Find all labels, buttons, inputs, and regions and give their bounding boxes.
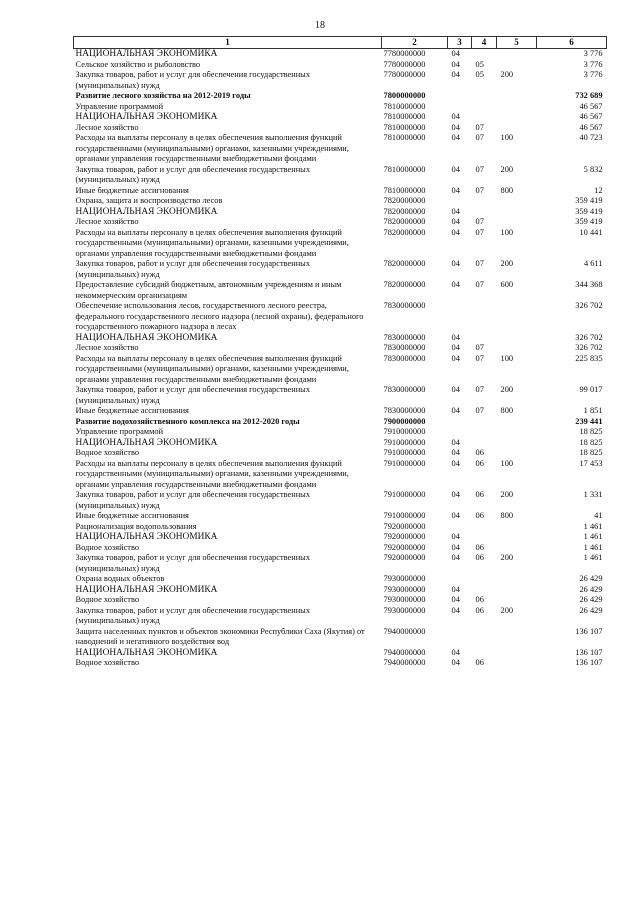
row-subsection-cell [472, 627, 497, 648]
row-amount-cell: 136 107 [575, 626, 603, 636]
row-expense-type-cell: 800 [500, 406, 514, 415]
row-subsection-cell [472, 574, 497, 585]
table-row [74, 585, 607, 596]
column-header-3: 3 [448, 37, 472, 49]
row-section-cell: 04 [451, 259, 460, 268]
row-amount-cell: 4 611 [583, 259, 603, 268]
row-amount-cell: 136 107 [575, 647, 603, 657]
table-body [74, 49, 607, 669]
row-section-cell [448, 301, 472, 333]
row-code-cell: 7910000000 [383, 511, 426, 520]
row-subsection-cell [472, 112, 497, 123]
row-section-cell: 04 [451, 227, 460, 237]
table-row [74, 606, 607, 627]
row-subsection-cell: 06 [475, 595, 484, 604]
row-expense-type-cell: 800 [500, 511, 514, 520]
row-subsection-cell: 05 [475, 70, 484, 79]
row-amount-cell: 326 702 [575, 301, 603, 310]
row-section-cell: 04 [451, 280, 460, 289]
row-section-cell: 04 [451, 406, 460, 415]
row-section-cell: 04 [451, 133, 460, 142]
row-expense-type-cell [497, 543, 537, 554]
row-amount-cell: 18 825 [579, 448, 603, 457]
row-amount-cell: 99 017 [579, 385, 603, 394]
row-amount-cell: 46 567 [579, 112, 603, 121]
row-section-cell: 04 [451, 164, 460, 174]
row-expense-type-cell [497, 343, 537, 354]
row-expense-type-cell [497, 196, 537, 207]
table-row [74, 459, 607, 491]
row-amount-cell: 239 441 [575, 416, 603, 426]
row-expense-type-cell [497, 91, 537, 102]
row-subsection-cell: 07 [475, 185, 484, 195]
row-code-cell: 7920000000 [383, 553, 426, 562]
row-code-cell: 7810000000 [383, 101, 426, 111]
row-section-cell: 04 [451, 343, 460, 352]
row-subsection-cell [472, 522, 497, 533]
table-row [74, 595, 607, 606]
row-code-cell: 7820000000 [383, 259, 426, 268]
table-row [74, 553, 607, 574]
row-code-cell: 7940000000 [383, 658, 426, 667]
row-amount-cell: 46 567 [579, 101, 603, 111]
row-section-cell: 04 [451, 448, 460, 457]
row-section-cell: 04 [451, 458, 460, 468]
table-row [74, 112, 607, 123]
row-subsection-cell: 07 [475, 217, 484, 226]
table-row [74, 165, 607, 186]
row-code-cell: 7940000000 [383, 626, 426, 636]
column-header-2: 2 [382, 37, 448, 49]
table-row [74, 259, 607, 280]
row-section-cell [448, 417, 472, 428]
column-header-1: 1 [74, 37, 382, 49]
row-amount-cell: 3 776 [583, 70, 603, 79]
row-expense-type-cell: 800 [500, 185, 514, 195]
row-expense-type-cell [497, 217, 537, 228]
row-name-cell: Закупка товаров, работ и услуг для обеспечения государственных (муниципальных) нужд [75, 259, 311, 279]
row-subsection-cell: 07 [475, 406, 484, 415]
row-expense-type-cell: 200 [500, 385, 514, 394]
row-section-cell: 04 [451, 584, 460, 594]
row-subsection-cell: 07 [475, 133, 484, 142]
row-code-cell: 7830000000 [383, 406, 426, 415]
row-expense-type-cell [497, 448, 537, 459]
row-name-cell: Закупка товаров, работ и услуг для обеспечения государственных (муниципальных) нужд [75, 385, 311, 405]
row-code-cell: 7800000000 [383, 91, 426, 100]
row-name-cell: Закупка товаров, работ и услуг для обеспечения государственных (муниципальных) нужд [75, 70, 311, 90]
row-expense-type-cell [497, 123, 537, 134]
row-amount-cell: 1 851 [583, 406, 603, 415]
row-expense-type-cell: 600 [500, 280, 514, 289]
row-section-cell: 04 [451, 185, 460, 195]
table-row [74, 522, 607, 533]
row-section-cell: 04 [451, 70, 460, 79]
row-name-cell: НАЦИОНАЛЬНАЯ ЭКОНОМИКА [75, 49, 218, 59]
row-expense-type-cell [497, 112, 537, 123]
row-subsection-cell [472, 427, 497, 438]
row-name-cell: Лесное хозяйство [75, 122, 139, 132]
row-amount-cell: 10 441 [579, 227, 603, 237]
row-code-cell: 7780000000 [383, 49, 426, 58]
row-amount-cell: 40 723 [579, 133, 603, 142]
table-row [74, 417, 607, 428]
row-section-cell: 04 [451, 532, 460, 541]
row-amount-cell: 1 331 [583, 490, 603, 499]
row-code-cell: 7810000000 [383, 185, 426, 195]
row-section-cell: 04 [451, 206, 460, 216]
row-name-cell: НАЦИОНАЛЬНАЯ ЭКОНОМИКА [75, 647, 218, 658]
row-expense-type-cell: 200 [500, 553, 514, 562]
row-code-cell: 7820000000 [383, 196, 426, 205]
row-name-cell: Расходы на выплаты персоналу в целях обеспечения выполнения функций государственными (муниципальными) органами, казенными учреждениями, органами управления государственными внебюджетными фондами [75, 353, 349, 384]
row-subsection-cell [472, 648, 497, 659]
table-row [74, 123, 607, 134]
row-subsection-cell [472, 585, 497, 596]
row-expense-type-cell [497, 417, 537, 428]
row-amount-cell: 359 419 [575, 206, 603, 216]
row-name-cell: Лесное хозяйство [75, 217, 139, 226]
table-row [74, 228, 607, 260]
row-code-cell: 7930000000 [383, 595, 426, 604]
row-name-cell: Управление программой [75, 101, 164, 111]
row-code-cell: 7910000000 [383, 458, 426, 468]
row-subsection-cell: 07 [475, 353, 484, 363]
row-name-cell: Расходы на выплаты персоналу в целях обеспечения выполнения функций государственными (муниципальными) органами, казенными учреждениями, органами управления государственными внебюджетными фондами [75, 133, 349, 163]
row-name-cell: НАЦИОНАЛЬНАЯ ЭКОНОМИКА [75, 206, 218, 217]
row-section-cell: 04 [451, 490, 460, 499]
row-amount-cell: 26 429 [579, 584, 603, 594]
row-amount-cell: 1 461 [583, 532, 603, 541]
row-amount-cell: 3 776 [583, 49, 603, 58]
row-code-cell: 7780000000 [383, 59, 426, 69]
row-name-cell: Развитие водохозяйственного комплекса на 2012-2020 годы [75, 416, 300, 426]
row-amount-cell: 26 429 [579, 605, 603, 615]
row-name-cell: Развитие лесного хозяйства на 2012-2019 годы [75, 91, 251, 100]
row-section-cell [448, 91, 472, 102]
row-subsection-cell [472, 91, 497, 102]
row-code-cell: 7930000000 [383, 574, 426, 583]
row-section-cell: 04 [451, 605, 460, 615]
row-code-cell: 7910000000 [383, 490, 426, 499]
row-subsection-cell: 05 [475, 59, 484, 69]
row-name-cell: Закупка товаров, работ и услуг для обеспечения государственных (муниципальных) нужд [75, 164, 311, 184]
row-name-cell: Водное хозяйство [75, 448, 140, 457]
table-row [74, 186, 607, 197]
row-section-cell: 04 [451, 217, 460, 226]
row-amount-cell: 732 689 [575, 91, 603, 100]
row-amount-cell: 17 453 [579, 458, 603, 468]
column-header-6: 6 [537, 37, 607, 49]
table-row [74, 543, 607, 554]
row-subsection-cell [472, 196, 497, 207]
table-row [74, 343, 607, 354]
row-section-cell: 04 [451, 353, 460, 363]
row-expense-type-cell: 200 [500, 259, 514, 268]
row-subsection-cell: 07 [475, 164, 484, 174]
table-row [74, 217, 607, 228]
row-subsection-cell: 06 [475, 511, 484, 520]
row-code-cell: 7810000000 [383, 133, 426, 142]
row-expense-type-cell [497, 522, 537, 533]
table-row [74, 648, 607, 659]
row-subsection-cell: 06 [475, 553, 484, 562]
row-code-cell: 7810000000 [383, 164, 426, 174]
table-row [74, 511, 607, 522]
row-name-cell: Водное хозяйство [75, 542, 140, 552]
row-name-cell: НАЦИОНАЛЬНАЯ ЭКОНОМИКА [75, 584, 218, 595]
row-name-cell: Закупка товаров, работ и услуг для обеспечения государственных (муниципальных) нужд [75, 490, 311, 510]
table-header-row [74, 37, 607, 49]
row-section-cell: 04 [451, 647, 460, 657]
row-section-cell: 04 [451, 511, 460, 520]
row-code-cell: 7920000000 [383, 521, 426, 531]
row-name-cell: Расходы на выплаты персоналу в целях обеспечения выполнения функций государственными (муниципальными) органами, казенными учреждениями, органами управления государственными внебюджетными фондами [75, 458, 349, 489]
row-subsection-cell: 07 [475, 122, 484, 132]
table-row [74, 627, 607, 648]
row-expense-type-cell [497, 49, 537, 60]
row-code-cell: 7830000000 [383, 353, 426, 363]
row-expense-type-cell: 200 [500, 605, 514, 615]
row-expense-type-cell [497, 102, 537, 113]
row-amount-cell: 18 825 [579, 427, 603, 436]
row-expense-type-cell: 100 [500, 353, 514, 363]
row-subsection-cell [472, 417, 497, 428]
row-subsection-cell: 07 [475, 385, 484, 394]
row-subsection-cell [472, 49, 497, 60]
row-expense-type-cell [497, 585, 537, 596]
row-amount-cell: 3 776 [583, 59, 603, 69]
row-code-cell: 7910000000 [383, 437, 426, 447]
table-row [74, 301, 607, 333]
row-section-cell: 04 [451, 59, 460, 69]
row-section-cell: 04 [451, 542, 460, 552]
row-subsection-cell [472, 532, 497, 543]
row-amount-cell: 5 832 [583, 164, 603, 174]
row-name-cell: Рационализация водопользования [75, 521, 197, 531]
table-row [74, 60, 607, 71]
row-subsection-cell [472, 333, 497, 344]
row-amount-cell: 326 702 [575, 343, 603, 352]
row-subsection-cell: 06 [475, 605, 484, 615]
row-name-cell: Лесное хозяйство [75, 343, 139, 352]
row-code-cell: 7780000000 [383, 70, 426, 79]
row-expense-type-cell [497, 427, 537, 438]
row-name-cell: Иные бюджетные ассигнования [75, 185, 189, 195]
table-row [74, 406, 607, 417]
row-section-cell [448, 427, 472, 438]
table-row [74, 427, 607, 438]
table-row [74, 448, 607, 459]
row-expense-type-cell: 200 [500, 490, 514, 499]
table-row [74, 658, 607, 669]
budget-table [73, 36, 607, 669]
row-expense-type-cell [497, 648, 537, 659]
row-name-cell: Охрана, защита и воспроизводство лесов [75, 196, 223, 205]
row-section-cell: 04 [451, 385, 460, 394]
table-row [74, 91, 607, 102]
table-row [74, 438, 607, 449]
row-amount-cell: 41 [594, 511, 603, 520]
row-subsection-cell: 06 [475, 542, 484, 552]
table-row [74, 280, 607, 301]
row-expense-type-cell: 200 [500, 164, 514, 174]
row-code-cell: 7810000000 [383, 112, 426, 121]
table-row [74, 333, 607, 344]
row-section-cell: 04 [451, 553, 460, 562]
row-code-cell: 7900000000 [383, 416, 426, 426]
row-name-cell: Закупка товаров, работ и услуг для обеспечения государственных (муниципальных) нужд [75, 605, 311, 625]
row-code-cell: 7930000000 [383, 605, 426, 615]
row-code-cell: 7810000000 [383, 122, 426, 132]
column-header-4: 4 [472, 37, 497, 49]
row-expense-type-cell: 100 [500, 227, 514, 237]
page-number: 18 [315, 20, 325, 31]
row-amount-cell: 326 702 [575, 332, 603, 342]
row-section-cell: 04 [451, 595, 460, 604]
row-section-cell [448, 522, 472, 533]
row-expense-type-cell: 100 [500, 133, 514, 142]
row-expense-type-cell [497, 658, 537, 669]
table-row [74, 354, 607, 386]
row-subsection-cell: 07 [475, 259, 484, 268]
row-name-cell: Обеспечение использования лесов, государственного лесного реестра, федерального государственного лесного надзора (лесной охраны), федерального государственного пожарного надзора в лесах [75, 301, 364, 331]
row-section-cell [448, 627, 472, 648]
row-name-cell: Управление программой [75, 427, 164, 436]
row-amount-cell: 46 567 [579, 122, 603, 132]
table-row [74, 196, 607, 207]
row-amount-cell: 26 429 [579, 574, 603, 583]
row-amount-cell: 1 461 [583, 521, 603, 531]
row-section-cell [448, 196, 472, 207]
row-name-cell: НАЦИОНАЛЬНАЯ ЭКОНОМИКА [75, 437, 218, 448]
row-name-cell: Закупка товаров, работ и услуг для обеспечения государственных (муниципальных) нужд [75, 553, 311, 573]
row-code-cell: 7820000000 [383, 206, 426, 216]
table-row [74, 385, 607, 406]
table-row [74, 490, 607, 511]
row-subsection-cell [472, 102, 497, 113]
row-name-cell: Водное хозяйство [75, 595, 140, 604]
row-section-cell: 04 [451, 122, 460, 132]
row-amount-cell: 359 419 [575, 217, 603, 226]
table-row [74, 49, 607, 60]
row-amount-cell: 1 461 [583, 542, 603, 552]
row-expense-type-cell [497, 60, 537, 71]
row-name-cell: НАЦИОНАЛЬНАЯ ЭКОНОМИКА [75, 112, 218, 122]
table-row [74, 207, 607, 218]
row-code-cell: 7830000000 [383, 385, 426, 394]
row-amount-cell: 225 835 [575, 353, 603, 363]
row-code-cell: 7820000000 [383, 227, 426, 237]
row-code-cell: 7820000000 [383, 217, 426, 226]
row-amount-cell: 18 825 [579, 437, 603, 447]
row-subsection-cell: 06 [475, 448, 484, 457]
row-expense-type-cell [497, 333, 537, 344]
row-code-cell: 7830000000 [383, 343, 426, 352]
row-subsection-cell: 06 [475, 458, 484, 468]
row-expense-type-cell [497, 627, 537, 648]
row-section-cell: 04 [451, 49, 460, 58]
row-expense-type-cell: 100 [500, 458, 514, 468]
row-subsection-cell: 07 [475, 227, 484, 237]
row-code-cell: 7830000000 [383, 301, 426, 310]
row-subsection-cell [472, 301, 497, 333]
row-name-cell: Иные бюджетные ассигнования [75, 511, 189, 520]
row-expense-type-cell [497, 301, 537, 333]
row-code-cell: 7930000000 [383, 584, 426, 594]
row-amount-cell: 136 107 [575, 658, 603, 667]
table-row [74, 574, 607, 585]
row-amount-cell: 359 419 [575, 196, 603, 205]
row-section-cell: 04 [451, 112, 460, 121]
row-code-cell: 7910000000 [383, 427, 426, 436]
row-expense-type-cell [497, 438, 537, 449]
row-amount-cell: 1 461 [583, 553, 603, 562]
row-amount-cell: 26 429 [579, 595, 603, 604]
table-row [74, 102, 607, 113]
row-expense-type-cell [497, 574, 537, 585]
row-section-cell: 04 [451, 332, 460, 342]
row-section-cell [448, 574, 472, 585]
column-header-5: 5 [497, 37, 537, 49]
row-section-cell: 04 [451, 437, 460, 447]
table-row [74, 133, 607, 165]
row-name-cell: Сельское хозяйство и рыболовство [75, 59, 201, 69]
row-code-cell: 7920000000 [383, 542, 426, 552]
table-row [74, 70, 607, 91]
table-row [74, 532, 607, 543]
row-amount-cell: 12 [594, 185, 603, 195]
row-name-cell: Расходы на выплаты персоналу в целях обеспечения выполнения функций государственными (муниципальными) органами, казенными учреждениями, органами управления государственными внебюджетными фондами [75, 227, 349, 258]
row-subsection-cell: 07 [475, 280, 484, 289]
row-code-cell: 7920000000 [383, 532, 426, 541]
row-expense-type-cell [497, 207, 537, 218]
row-code-cell: 7830000000 [383, 332, 426, 342]
row-name-cell: Охрана водных объектов [75, 574, 165, 583]
row-name-cell: Водное хозяйство [75, 658, 140, 667]
row-expense-type-cell [497, 532, 537, 543]
row-name-cell: Предоставление субсидий бюджетным, автономным учреждениям и иным некоммерческим организациям [75, 280, 342, 300]
row-amount-cell: 344 368 [575, 280, 603, 289]
row-code-cell: 7910000000 [383, 448, 426, 457]
row-expense-type-cell [497, 595, 537, 606]
row-subsection-cell: 06 [475, 490, 484, 499]
row-subsection-cell: 06 [475, 658, 484, 667]
row-section-cell [448, 102, 472, 113]
row-subsection-cell [472, 438, 497, 449]
row-section-cell: 04 [451, 658, 460, 667]
row-code-cell: 7940000000 [383, 647, 426, 657]
row-subsection-cell: 07 [475, 343, 484, 352]
row-name-cell: НАЦИОНАЛЬНАЯ ЭКОНОМИКА [75, 532, 218, 542]
row-code-cell: 7820000000 [383, 280, 426, 289]
row-name-cell: Защита населенных пунктов и объектов экономики Республики Саха (Якутия) от наводнений и негативного воздействия вод [75, 626, 365, 646]
row-name-cell: Иные бюджетные ассигнования [75, 406, 189, 415]
row-name-cell: НАЦИОНАЛЬНАЯ ЭКОНОМИКА [75, 332, 218, 343]
row-expense-type-cell: 200 [500, 70, 514, 79]
row-subsection-cell [472, 207, 497, 218]
